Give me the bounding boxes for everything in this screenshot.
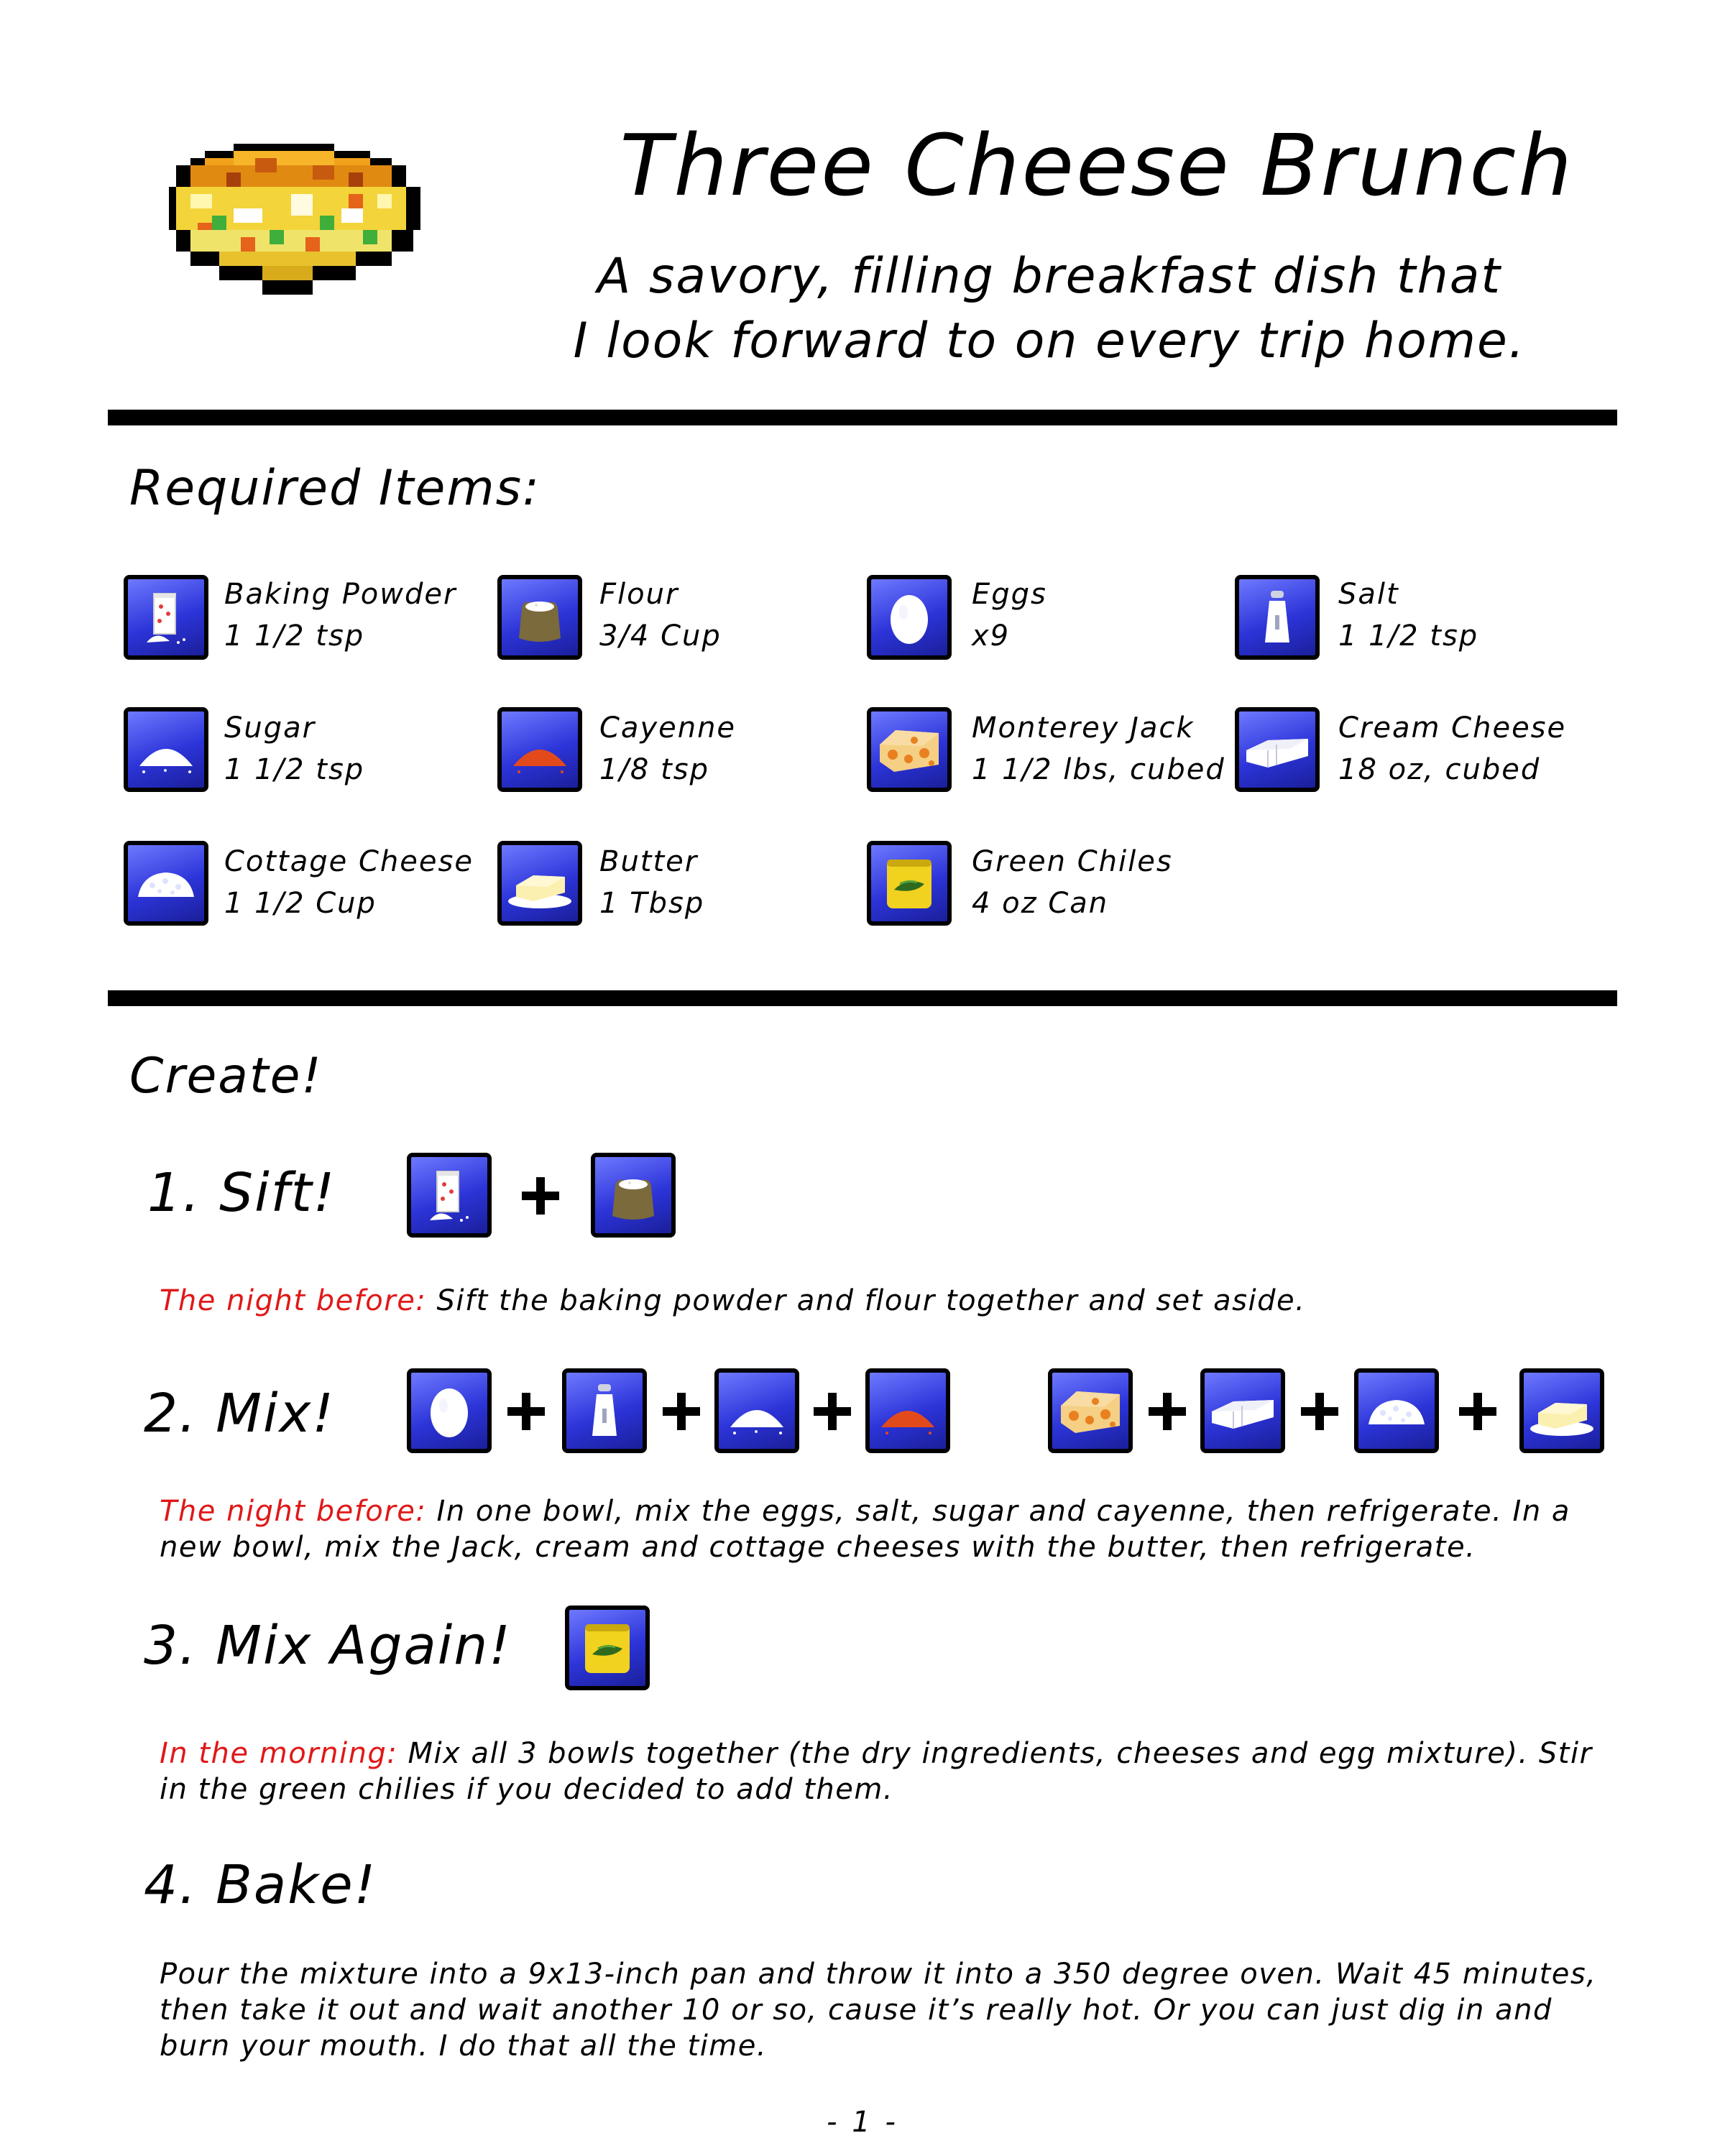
step-4-text: Pour the mixture into a 9x13-inch pan and throw it into a 350 degree oven. Wait 45 minutes, then take it out and wait another 10 or so, cause it’s really hot. Or you can just dig in and burn your mouth. I do that all the time.	[160, 1958, 1597, 2063]
ingredient-qty: 1 1/2 tsp	[224, 619, 365, 653]
ingredient-qty: 1 1/2 Cup	[224, 887, 377, 920]
egg-icon	[407, 1368, 492, 1453]
step-4-instructions	[160, 1956, 1597, 2064]
step-1-timing: The night before:	[160, 1284, 427, 1317]
cottage-cheese-icon	[124, 841, 208, 926]
sugar-pile-icon	[714, 1368, 799, 1453]
subtitle-line-1: A savory, filling breakfast dish that	[597, 248, 1502, 305]
ingredient-flour	[599, 573, 722, 657]
step-1-text: Sift the baking powder and flour together and set aside.	[426, 1284, 1306, 1317]
ingredient-qty: 1/8 tsp	[599, 753, 710, 786]
divider-middle	[108, 990, 1617, 1006]
cottage-cheese-icon	[1354, 1368, 1439, 1453]
flour-sack-icon	[497, 575, 582, 660]
cream-cheese-icon	[1235, 707, 1320, 792]
step-2-title: 2. Mix!	[144, 1383, 335, 1445]
step-3-timing: In the morning:	[160, 1737, 398, 1770]
plus-icon	[1301, 1393, 1338, 1430]
baking-powder-icon	[124, 575, 208, 660]
flour-sack-icon	[591, 1153, 676, 1238]
ingredient-eggs	[972, 573, 1047, 657]
page-subtitle	[546, 244, 1552, 374]
ingredient-baking-powder	[224, 573, 456, 657]
salt-shaker-icon	[1235, 575, 1320, 660]
step-3-instructions	[160, 1736, 1597, 1807]
plus-icon	[522, 1177, 559, 1215]
required-items-heading: Required Items:	[129, 460, 540, 517]
ingredient-qty: 1 1/2 lbs, cubed	[972, 753, 1225, 786]
cream-cheese-icon	[1200, 1368, 1285, 1453]
ingredient-name: Green Chiles	[972, 845, 1173, 878]
baking-powder-icon	[407, 1153, 492, 1238]
ingredient-qty: 1 Tbsp	[599, 887, 705, 920]
sugar-pile-icon	[124, 707, 208, 792]
cayenne-pile-icon	[865, 1368, 950, 1453]
ingredient-name: Butter	[599, 845, 699, 878]
ingredient-name: Sugar	[224, 711, 316, 745]
ingredient-cottage-cheese	[224, 841, 474, 924]
egg-icon	[867, 575, 952, 660]
plus-icon	[1459, 1393, 1496, 1430]
ingredient-name: Cream Cheese	[1338, 711, 1567, 745]
ingredient-butter	[599, 841, 704, 924]
ingredient-name: Cayenne	[599, 711, 737, 745]
ingredient-monterey-jack	[972, 707, 1225, 791]
green-chiles-can-icon	[565, 1606, 650, 1690]
butter-icon	[1519, 1368, 1604, 1453]
ingredient-cayenne	[599, 707, 736, 791]
ingredient-salt	[1338, 573, 1478, 657]
step-1-title: 1. Sift!	[147, 1162, 336, 1224]
ingredient-name: Monterey Jack	[972, 711, 1195, 745]
step-2-text: In one bowl, mix the eggs, salt, sugar and cayenne, then refrigerate. In a new bowl, mix the Jack, cream and cottage cheeses with the butter, then refrigerate.	[160, 1495, 1570, 1564]
ingredient-name: Flour	[599, 578, 679, 611]
cayenne-pile-icon	[497, 707, 582, 792]
page-title: Three Cheese Brunch	[620, 116, 1574, 215]
jack-cheese-icon	[867, 707, 952, 792]
ingredient-qty: x9	[972, 619, 1011, 653]
plus-icon	[814, 1393, 851, 1430]
ingredient-green-chiles	[972, 841, 1173, 924]
step-3-title: 3. Mix Again!	[144, 1615, 512, 1677]
plus-icon	[507, 1393, 545, 1430]
ingredient-qty: 1 1/2 tsp	[224, 753, 365, 786]
step-3-text: Mix all 3 bowls together (the dry ingredients, cheeses and egg mixture). Stir in the green chilies if you decided to add them.	[160, 1737, 1593, 1806]
ingredient-qty: 1 1/2 tsp	[1338, 619, 1479, 653]
ingredient-name: Baking Powder	[224, 578, 457, 611]
butter-icon	[497, 841, 582, 926]
step-4-title: 4. Bake!	[144, 1854, 377, 1916]
ingredient-qty: 18 oz, cubed	[1338, 753, 1541, 786]
ingredient-cream-cheese	[1338, 707, 1566, 791]
ingredient-sugar	[224, 707, 364, 791]
ingredient-qty: 4 oz Can	[972, 887, 1109, 920]
salt-shaker-icon	[562, 1368, 647, 1453]
plus-icon	[1149, 1393, 1186, 1430]
subtitle-line-2: I look forward to on every trip home.	[573, 313, 1526, 369]
ingredient-qty: 3/4 Cup	[599, 619, 722, 653]
green-chiles-can-icon	[867, 841, 952, 926]
divider-top	[108, 410, 1617, 425]
ingredient-name: Cottage Cheese	[224, 845, 474, 878]
jack-cheese-icon	[1048, 1368, 1133, 1453]
create-heading: Create!	[129, 1048, 323, 1105]
page-number: - 1 -	[827, 2106, 898, 2139]
step-2-instructions	[160, 1493, 1597, 1565]
step-1-instructions	[160, 1283, 1597, 1319]
plus-icon	[663, 1393, 700, 1430]
ingredient-name: Salt	[1338, 578, 1399, 611]
step-2-timing: The night before:	[160, 1495, 427, 1528]
ingredient-name: Eggs	[972, 578, 1047, 611]
